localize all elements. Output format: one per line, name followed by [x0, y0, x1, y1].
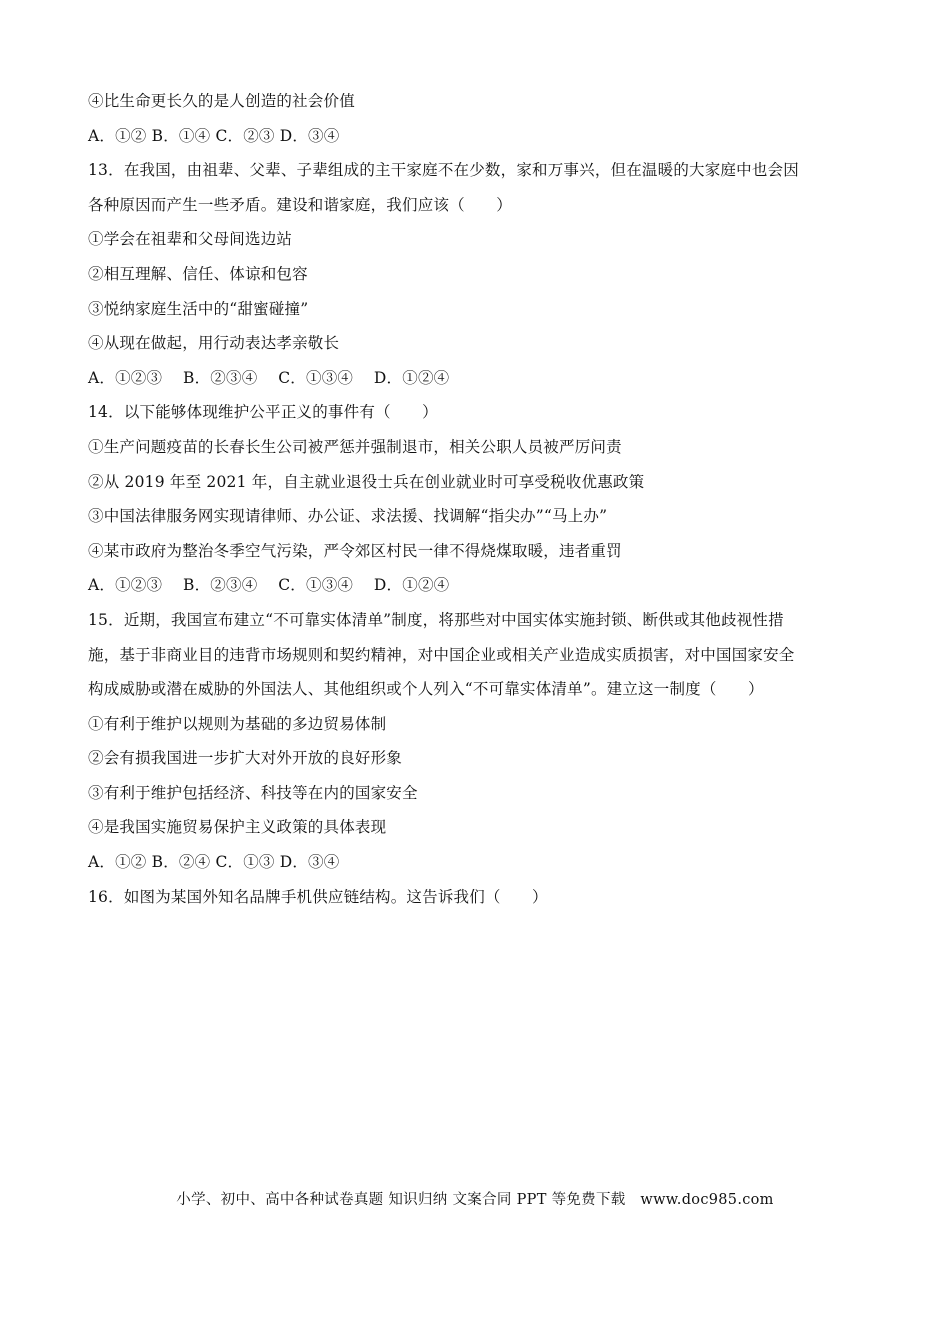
- question-13-item-2: ②相互理解、信任、体谅和包容: [88, 264, 308, 283]
- question-15-item-3: ③有利于维护包括经济、科技等在内的国家安全: [88, 783, 418, 802]
- question-13-item-4: ④从现在做起，用行动表达孝亲敬长: [88, 334, 340, 353]
- question-15-item-1: ①有利于维护以规则为基础的多边贸易体制: [88, 714, 387, 733]
- question-14-item-3: ③中国法律服务网实现请律师、办公证、求法援、找调解“指尖办”“马上办”: [88, 507, 608, 526]
- question-13-stem: 13．在我国，由祖辈、父辈、子辈组成的主干家庭不在少数，家和万事兴，但在温暖的大家庭中也会因: [88, 161, 799, 180]
- question-13-options: A．①②③ B．②③④ C．①③④ D．①②④: [88, 368, 450, 387]
- question-15-stem: 15．近期，我国宣布建立“不可靠实体清单”制度，将那些对中国实体实施封锁、断供或其他歧视性措: [88, 610, 784, 629]
- question-14-stem: 14．以下能够体现维护公平正义的事件有（ ）: [88, 403, 438, 422]
- question-14-item-4: ④某市政府为整治冬季空气污染，严令郊区村民一律不得烧煤取暖，违者重罚: [88, 541, 622, 560]
- question-14-options: A．①②③ B．②③④ C．①③④ D．①②④: [88, 576, 450, 595]
- question-14-item-1: ①生产问题疫苗的长春长生公司被严惩并强制退市，相关公职人员被严厉问责: [88, 437, 622, 456]
- document-body: [88, 84, 878, 914]
- question-15-stem-cont: 构成威胁或潜在威胁的外国法人、其他组织或个人列入“不可靠实体清单”。建立这一制度（ ）: [88, 680, 764, 699]
- question-15-item-2: ②会有损我国进一步扩大对外开放的良好形象: [88, 749, 403, 768]
- question-15-stem-cont: 施，基于非商业目的违背市场规则和契约精神，对中国企业或相关产业造成实质损害，对中国国家安全: [88, 645, 795, 664]
- page-footer: 小学、初中、高中各种试卷真题 知识归纳 文案合同 PPT 等免费下载 www.doc985.com: [176, 1192, 774, 1208]
- question-13-item-3: ③悦纳家庭生活中的“甜蜜碰撞”: [88, 299, 309, 318]
- question-14-item-2: ②从 2019 年至 2021 年，自主就业退役士兵在创业就业时可享受税收优惠政策: [88, 472, 645, 491]
- question-16-stem: 16．如图为某国外知名品牌手机供应链结构。这告诉我们（ ）: [88, 887, 548, 906]
- question-15-options: A．①② B．②④ C．①③ D．③④: [88, 853, 340, 872]
- answer-options: A．①② B．①④ C．②③ D．③④: [88, 126, 340, 145]
- text-line: ④比生命更长久的是人创造的社会价值: [88, 92, 355, 110]
- question-15-item-4: ④是我国实施贸易保护主义政策的具体表现: [88, 818, 387, 837]
- question-13-item-1: ①学会在祖辈和父母间选边站: [88, 230, 293, 249]
- question-13-stem-cont: 各种原因而产生一些矛盾。建设和谐家庭，我们应该（ ）: [88, 195, 512, 214]
